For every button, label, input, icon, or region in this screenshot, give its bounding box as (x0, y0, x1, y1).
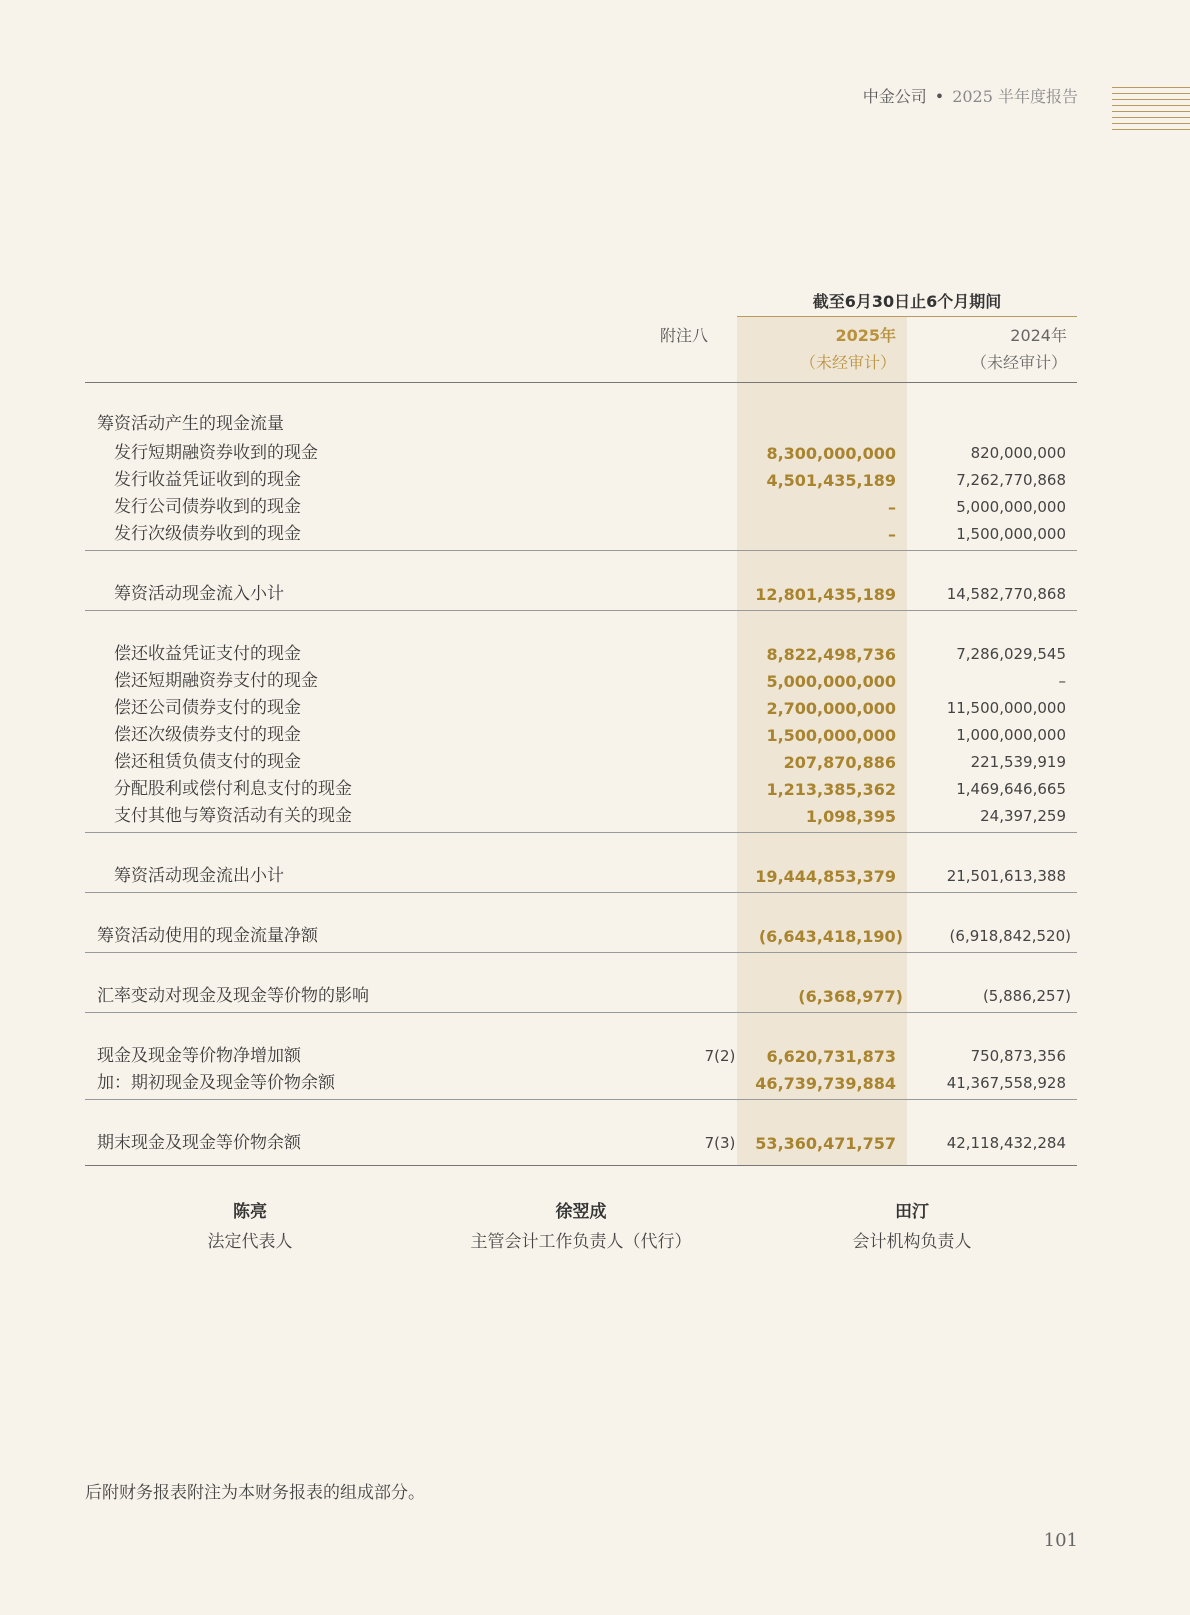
period-rule (737, 316, 1077, 317)
signature-block (120, 1198, 380, 1258)
current-value: 12,801,435,189 (755, 585, 896, 604)
signatory-name: 田汀 (895, 1202, 929, 1222)
signatory-name: 陈亮 (233, 1202, 267, 1222)
period-title: 截至6月30日止6个月期间 (812, 292, 1002, 311)
prior-value: 11,500,000,000 (946, 699, 1066, 717)
current-value: 2,700,000,000 (766, 699, 896, 718)
row-label: 加：期初现金及现金等价物余额 (97, 1073, 335, 1093)
prior-value: (5,886,257) (982, 987, 1071, 1005)
table-row (85, 803, 1077, 830)
prior-value: 1,469,646,665 (956, 780, 1066, 798)
page-header (863, 84, 1078, 107)
prior-value: 5,000,000,000 (956, 498, 1066, 516)
prior-value: – (1058, 672, 1066, 690)
table-row (85, 722, 1077, 749)
row-divider (85, 832, 1077, 833)
row-label: 偿还收益凭证支付的现金 (114, 644, 301, 664)
table-bottom-rule (85, 1165, 1077, 1166)
current-value: 1,500,000,000 (766, 726, 896, 745)
table-row (85, 923, 1077, 950)
current-value: 19,444,853,379 (755, 867, 896, 886)
row-label: 发行收益凭证收到的现金 (114, 470, 301, 490)
row-divider (85, 1012, 1077, 1013)
company-name: 中金公司 (862, 87, 927, 106)
report-title: 2025 半年度报告 (952, 87, 1078, 106)
row-label: 偿还短期融资券支付的现金 (114, 671, 318, 691)
table-row (85, 581, 1077, 608)
table-row (85, 1070, 1077, 1097)
current-value: 8,300,000,000 (766, 444, 896, 463)
table-row (85, 695, 1077, 722)
prior-year-header (907, 322, 1067, 376)
row-label: 偿还租赁负债支付的现金 (114, 752, 301, 772)
current-audit-label: （未经审计） (799, 353, 896, 372)
row-label: 支付其他与筹资活动有关的现金 (114, 806, 352, 826)
prior-value: 7,286,029,545 (956, 645, 1066, 663)
row-label: 发行次级债券收到的现金 (114, 524, 301, 544)
prior-value: 41,367,558,928 (946, 1074, 1066, 1092)
header-rule (85, 382, 1077, 383)
current-value: 1,213,385,362 (766, 780, 896, 799)
prior-value: 24,397,259 (980, 807, 1066, 825)
table-row (85, 863, 1077, 890)
current-value: 5,000,000,000 (766, 672, 896, 691)
table-row (85, 1130, 1077, 1157)
prior-value: 21,501,613,388 (946, 867, 1066, 885)
row-label: 期末现金及现金等价物余额 (97, 1133, 301, 1153)
current-year-header (737, 322, 896, 376)
row-label: 偿还公司债券支付的现金 (114, 698, 301, 718)
prior-value: 820,000,000 (970, 444, 1066, 462)
row-note: 7(2) (704, 1047, 736, 1065)
prior-value: 7,262,770,868 (956, 471, 1066, 489)
row-divider (85, 1099, 1077, 1100)
row-label: 发行短期融资券收到的现金 (114, 443, 318, 463)
table-row (85, 668, 1077, 695)
note-column-header: 附注八 (659, 326, 708, 345)
prior-value: 750,873,356 (970, 1047, 1066, 1065)
table-row (85, 983, 1077, 1010)
signatory-name: 徐翌成 (555, 1202, 607, 1222)
current-value: 1,098,395 (805, 807, 896, 826)
current-value: 46,739,739,884 (755, 1074, 896, 1093)
current-value: 6,620,731,873 (766, 1047, 896, 1066)
prior-value: 1,500,000,000 (956, 525, 1066, 543)
table-row (85, 440, 1077, 467)
signatory-title: 法定代表人 (207, 1232, 293, 1252)
row-divider (85, 550, 1077, 551)
prior-audit-label: （未经审计） (970, 353, 1067, 372)
prior-year-label: 2024年 (1010, 326, 1067, 345)
current-value: 4,501,435,189 (766, 471, 896, 490)
row-label: 筹资活动现金流出小计 (114, 866, 284, 886)
page-number: 101 (1043, 1530, 1078, 1551)
table-row (85, 494, 1077, 521)
table-row (85, 749, 1077, 776)
table-row (85, 467, 1077, 494)
row-label: 发行公司债券收到的现金 (114, 497, 301, 517)
current-value: (6,368,977) (798, 987, 903, 1006)
row-label: 现金及现金等价物净增加额 (97, 1046, 301, 1066)
prior-value: 14,582,770,868 (946, 585, 1066, 603)
current-value: – (888, 498, 896, 517)
current-value: (6,643,418,190) (758, 927, 903, 946)
row-label: 筹资活动现金流入小计 (114, 584, 284, 604)
row-divider (85, 952, 1077, 953)
row-note: 7(3) (704, 1134, 736, 1152)
row-label: 筹资活动使用的现金流量净额 (97, 926, 318, 946)
table-row (85, 411, 1077, 438)
current-value: – (888, 525, 896, 544)
row-label: 汇率变动对现金及现金等价物的影响 (97, 986, 369, 1006)
table-row (85, 776, 1077, 803)
prior-value: (6,918,842,520) (949, 927, 1071, 945)
signature-block (451, 1198, 711, 1258)
footnote: 后附财务报表附注为本财务报表的组成部分。 (85, 1483, 425, 1503)
table-row (85, 1043, 1077, 1070)
row-divider (85, 610, 1077, 611)
current-value: 207,870,886 (783, 753, 896, 772)
prior-value: 221,539,919 (970, 753, 1066, 771)
signatory-title: 主管会计工作负责人（代行） (470, 1232, 692, 1252)
row-label: 偿还次级债券支付的现金 (114, 725, 301, 745)
current-value: 8,822,498,736 (766, 645, 896, 664)
prior-value: 42,118,432,284 (946, 1134, 1066, 1152)
row-label: 筹资活动产生的现金流量 (97, 414, 284, 434)
row-label: 分配股利或偿付利息支付的现金 (114, 779, 352, 799)
table-row (85, 641, 1077, 668)
header-separator: • (934, 87, 945, 106)
signatory-title: 会计机构负责人 (852, 1232, 972, 1252)
decorative-lines (1112, 87, 1190, 135)
current-year-label: 2025年 (835, 326, 896, 345)
row-divider (85, 892, 1077, 893)
signature-block (782, 1198, 1042, 1258)
prior-value: 1,000,000,000 (956, 726, 1066, 744)
current-value: 53,360,471,757 (755, 1134, 896, 1153)
table-row (85, 521, 1077, 548)
